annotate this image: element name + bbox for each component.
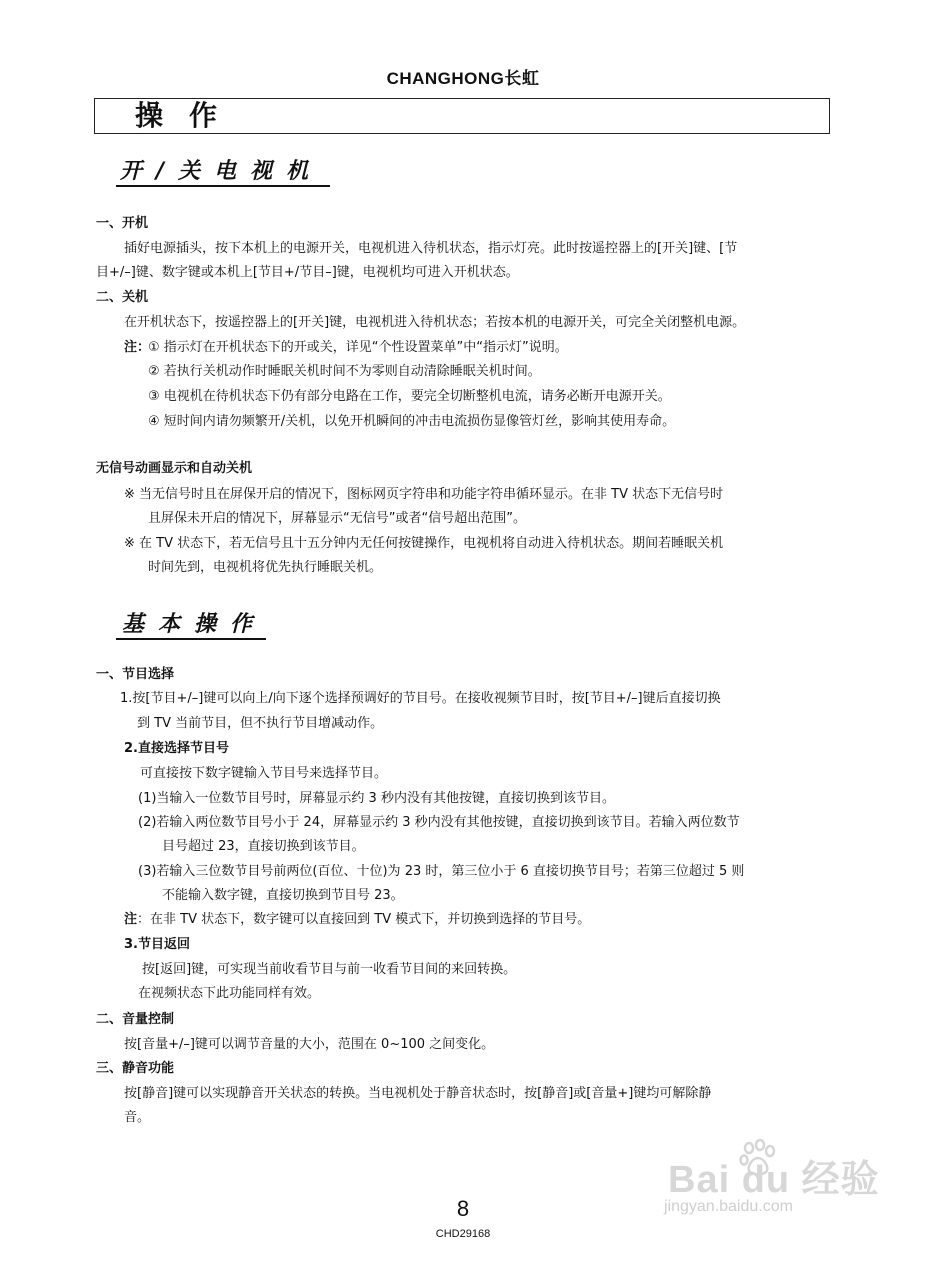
note-item: ③ 电视机在待机状态下仍有部分电路在工作，要完全切断整机电流，请务必断开电源开关。 bbox=[148, 389, 671, 404]
paragraph-line: ※ 在 TV 状态下，若无信号且十五分钟内无任何按键操作，电视机将自动进入待机状态。期间若睡眠关机 bbox=[124, 536, 724, 551]
document-code: CHD29168 bbox=[435, 1228, 491, 1240]
subheading-program-return: 3.节目返回 bbox=[124, 937, 190, 952]
paragraph-line: 音。 bbox=[124, 1110, 151, 1125]
page-title-box bbox=[94, 98, 830, 134]
paragraph-line: 不能输入数字键，直接切换到节目号 23。 bbox=[162, 888, 404, 903]
paragraph-line: 插好电源插头，按下本机上的电源开关，电视机进入待机状态，指示灯亮。此时按遥控器上的[开关]键、[节 bbox=[124, 241, 738, 256]
paragraph-line: 且屏保未开启的情况下，屏幕显示“无信号”或者“信号超出范围”。 bbox=[148, 511, 526, 526]
paragraph-line: 到 TV 当前节目，但不执行节目增减动作。 bbox=[137, 716, 384, 731]
brand-logo bbox=[0, 64, 926, 89]
note-text: ：在非 TV 状态下，数字键可以直接回到 TV 模式下，并切换到选择的节目号。 bbox=[137, 912, 591, 927]
note-line bbox=[124, 911, 590, 929]
subheading-power-off: 二、关机 bbox=[96, 290, 149, 305]
subheading-program-select: 一、节目选择 bbox=[96, 667, 175, 682]
paragraph-line: 目号超过 23，直接切换到该节目。 bbox=[162, 839, 365, 854]
watermark-brand: Bai du 经验 bbox=[668, 1159, 880, 1201]
note-item: ④ 短时间内请勿频繁开/关机，以免开机瞬间的冲击电流损伤显像管灯丝，影响其使用寿命。 bbox=[148, 414, 676, 429]
paragraph-line: (3)若输入三位数节目号前两位(百位、十位)为 23 时，第三位小于 6 直接切换节目号；若第三位超过 5 则 bbox=[138, 864, 745, 879]
paragraph-line: (2)若输入两位数节目号小于 24，屏幕显示约 3 秒内没有其他按键，直接切换到该节目。若输入两位数节 bbox=[138, 815, 740, 830]
brand-latin: CHANGHONG bbox=[386, 69, 505, 88]
paragraph-line: 在开机状态下，按遥控器上的[开关]键，电视机进入待机状态；若按本机的电源开关，可完全关闭整机电源。 bbox=[124, 315, 746, 330]
note-item: ② 若执行关机动作时睡眠关机时间不为零则自动清除睡眠关机时间。 bbox=[148, 364, 541, 379]
section-underline bbox=[116, 638, 266, 640]
paragraph-line: 按[静音]键可以实现静音开关状态的转换。当电视机处于静音状态时，按[静音]或[音量+]键均可解除静 bbox=[124, 1086, 712, 1101]
paragraph-line: 目+/–]键、数字键或本机上[节目+/节目–]键，电视机均可进入开机状态。 bbox=[96, 265, 519, 280]
page-number: 8 bbox=[456, 1196, 470, 1221]
section-underline bbox=[116, 185, 330, 187]
section-heading-power: 开/关电视机 bbox=[120, 159, 323, 184]
brand-cn: 长虹 bbox=[504, 69, 540, 88]
watermark-url: jingyan.baidu.com bbox=[664, 1198, 793, 1215]
section-heading-basic: 基本操作 bbox=[122, 612, 267, 637]
paragraph-line: 可直接按下数字键输入节目号来选择节目。 bbox=[140, 766, 388, 781]
subheading-power-on: 一、开机 bbox=[96, 216, 149, 231]
paragraph-line: ※ 当无信号时且在屏保开启的情况下，图标网页字符串和功能字符串循环显示。在非 TV 状态下无信号时 bbox=[124, 487, 724, 502]
note-label: 注： bbox=[124, 340, 151, 355]
subheading-mute: 三、静音功能 bbox=[96, 1061, 175, 1076]
paragraph-line: 时间先到，电视机将优先执行睡眠关机。 bbox=[148, 560, 383, 575]
note-label: 注 bbox=[124, 912, 138, 927]
subheading-no-signal: 无信号动画显示和自动关机 bbox=[96, 461, 253, 476]
page-title: 操作 bbox=[135, 99, 244, 132]
paragraph-line: 1.按[节目+/–]键可以向上/向下逐个选择预调好的节目号。在接收视频节目时，按[节目+/–]键后直接切换 bbox=[120, 691, 721, 706]
paragraph-line: 在视频状态下此功能同样有效。 bbox=[138, 986, 321, 1001]
subheading-direct-select: 2.直接选择节目号 bbox=[124, 741, 229, 756]
subheading-volume: 二、音量控制 bbox=[96, 1012, 175, 1027]
note-item: ① 指示灯在开机状态下的开或关，详见“个性设置菜单”中“指示灯”说明。 bbox=[148, 340, 568, 355]
paragraph-line: (1)当输入一位数节目号时，屏幕显示约 3 秒内没有其他按键，直接切换到该节目。 bbox=[138, 791, 615, 806]
paragraph-line: 按[音量+/–]键可以调节音量的大小，范围在 0~100 之间变化。 bbox=[124, 1037, 495, 1052]
paragraph-line: 按[返回]键，可实现当前收看节目与前一收看节目间的来回转换。 bbox=[142, 962, 517, 977]
